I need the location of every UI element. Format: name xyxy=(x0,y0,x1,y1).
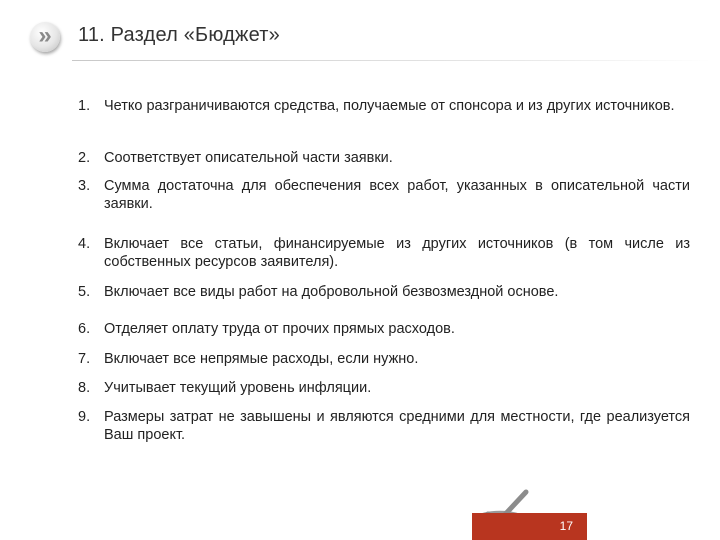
double-chevron-icon: » xyxy=(30,22,60,52)
item-text: Учитывает текущий уровень инфляции. xyxy=(104,380,372,396)
list-item xyxy=(78,408,690,444)
item-number: 5. xyxy=(78,284,91,300)
item-text: Четко разграничиваются средства, получаемые от спонсора и из других источников. xyxy=(104,98,675,114)
item-number: 7. xyxy=(78,351,91,367)
item-text: Соответствует описательной части заявки. xyxy=(104,150,393,166)
page-number-box xyxy=(472,513,587,540)
item-text: Включает все виды работ на добровольной безвозмездной основе. xyxy=(104,284,559,300)
item-number: 1. xyxy=(78,98,91,114)
item-number: 4. xyxy=(78,236,91,252)
item-text: Размеры затрат не завышены и являются средними для местности, где реализуется Ваш проект. xyxy=(104,409,690,443)
item-number: 3. xyxy=(78,178,91,194)
list-item xyxy=(78,379,690,397)
item-text: Включает все непрямые расходы, если нужно. xyxy=(104,351,419,367)
list-item xyxy=(78,320,690,338)
list-item xyxy=(78,149,690,167)
list-item xyxy=(78,283,690,301)
list-item xyxy=(78,97,690,115)
list-item xyxy=(78,177,690,213)
item-number: 2. xyxy=(78,150,91,166)
page-number: 17 xyxy=(559,519,573,533)
item-text: Сумма достаточна для обеспечения всех работ, указанных в описательной части заявки. xyxy=(104,178,690,212)
list-item xyxy=(78,235,690,271)
item-number: 6. xyxy=(78,321,91,337)
item-number: 8. xyxy=(78,380,91,396)
slide-header xyxy=(0,0,720,70)
title-divider xyxy=(72,60,712,61)
item-number: 9. xyxy=(78,409,91,425)
slide-title: 11. Раздел «Бюджет» xyxy=(78,24,280,46)
item-text: Включает все статьи, финансируемые из других источников (в том числе из собственных ресурсов заявителя). xyxy=(104,236,690,270)
list-item xyxy=(78,350,690,368)
item-text: Отделяет оплату труда от прочих прямых расходов. xyxy=(104,321,455,337)
